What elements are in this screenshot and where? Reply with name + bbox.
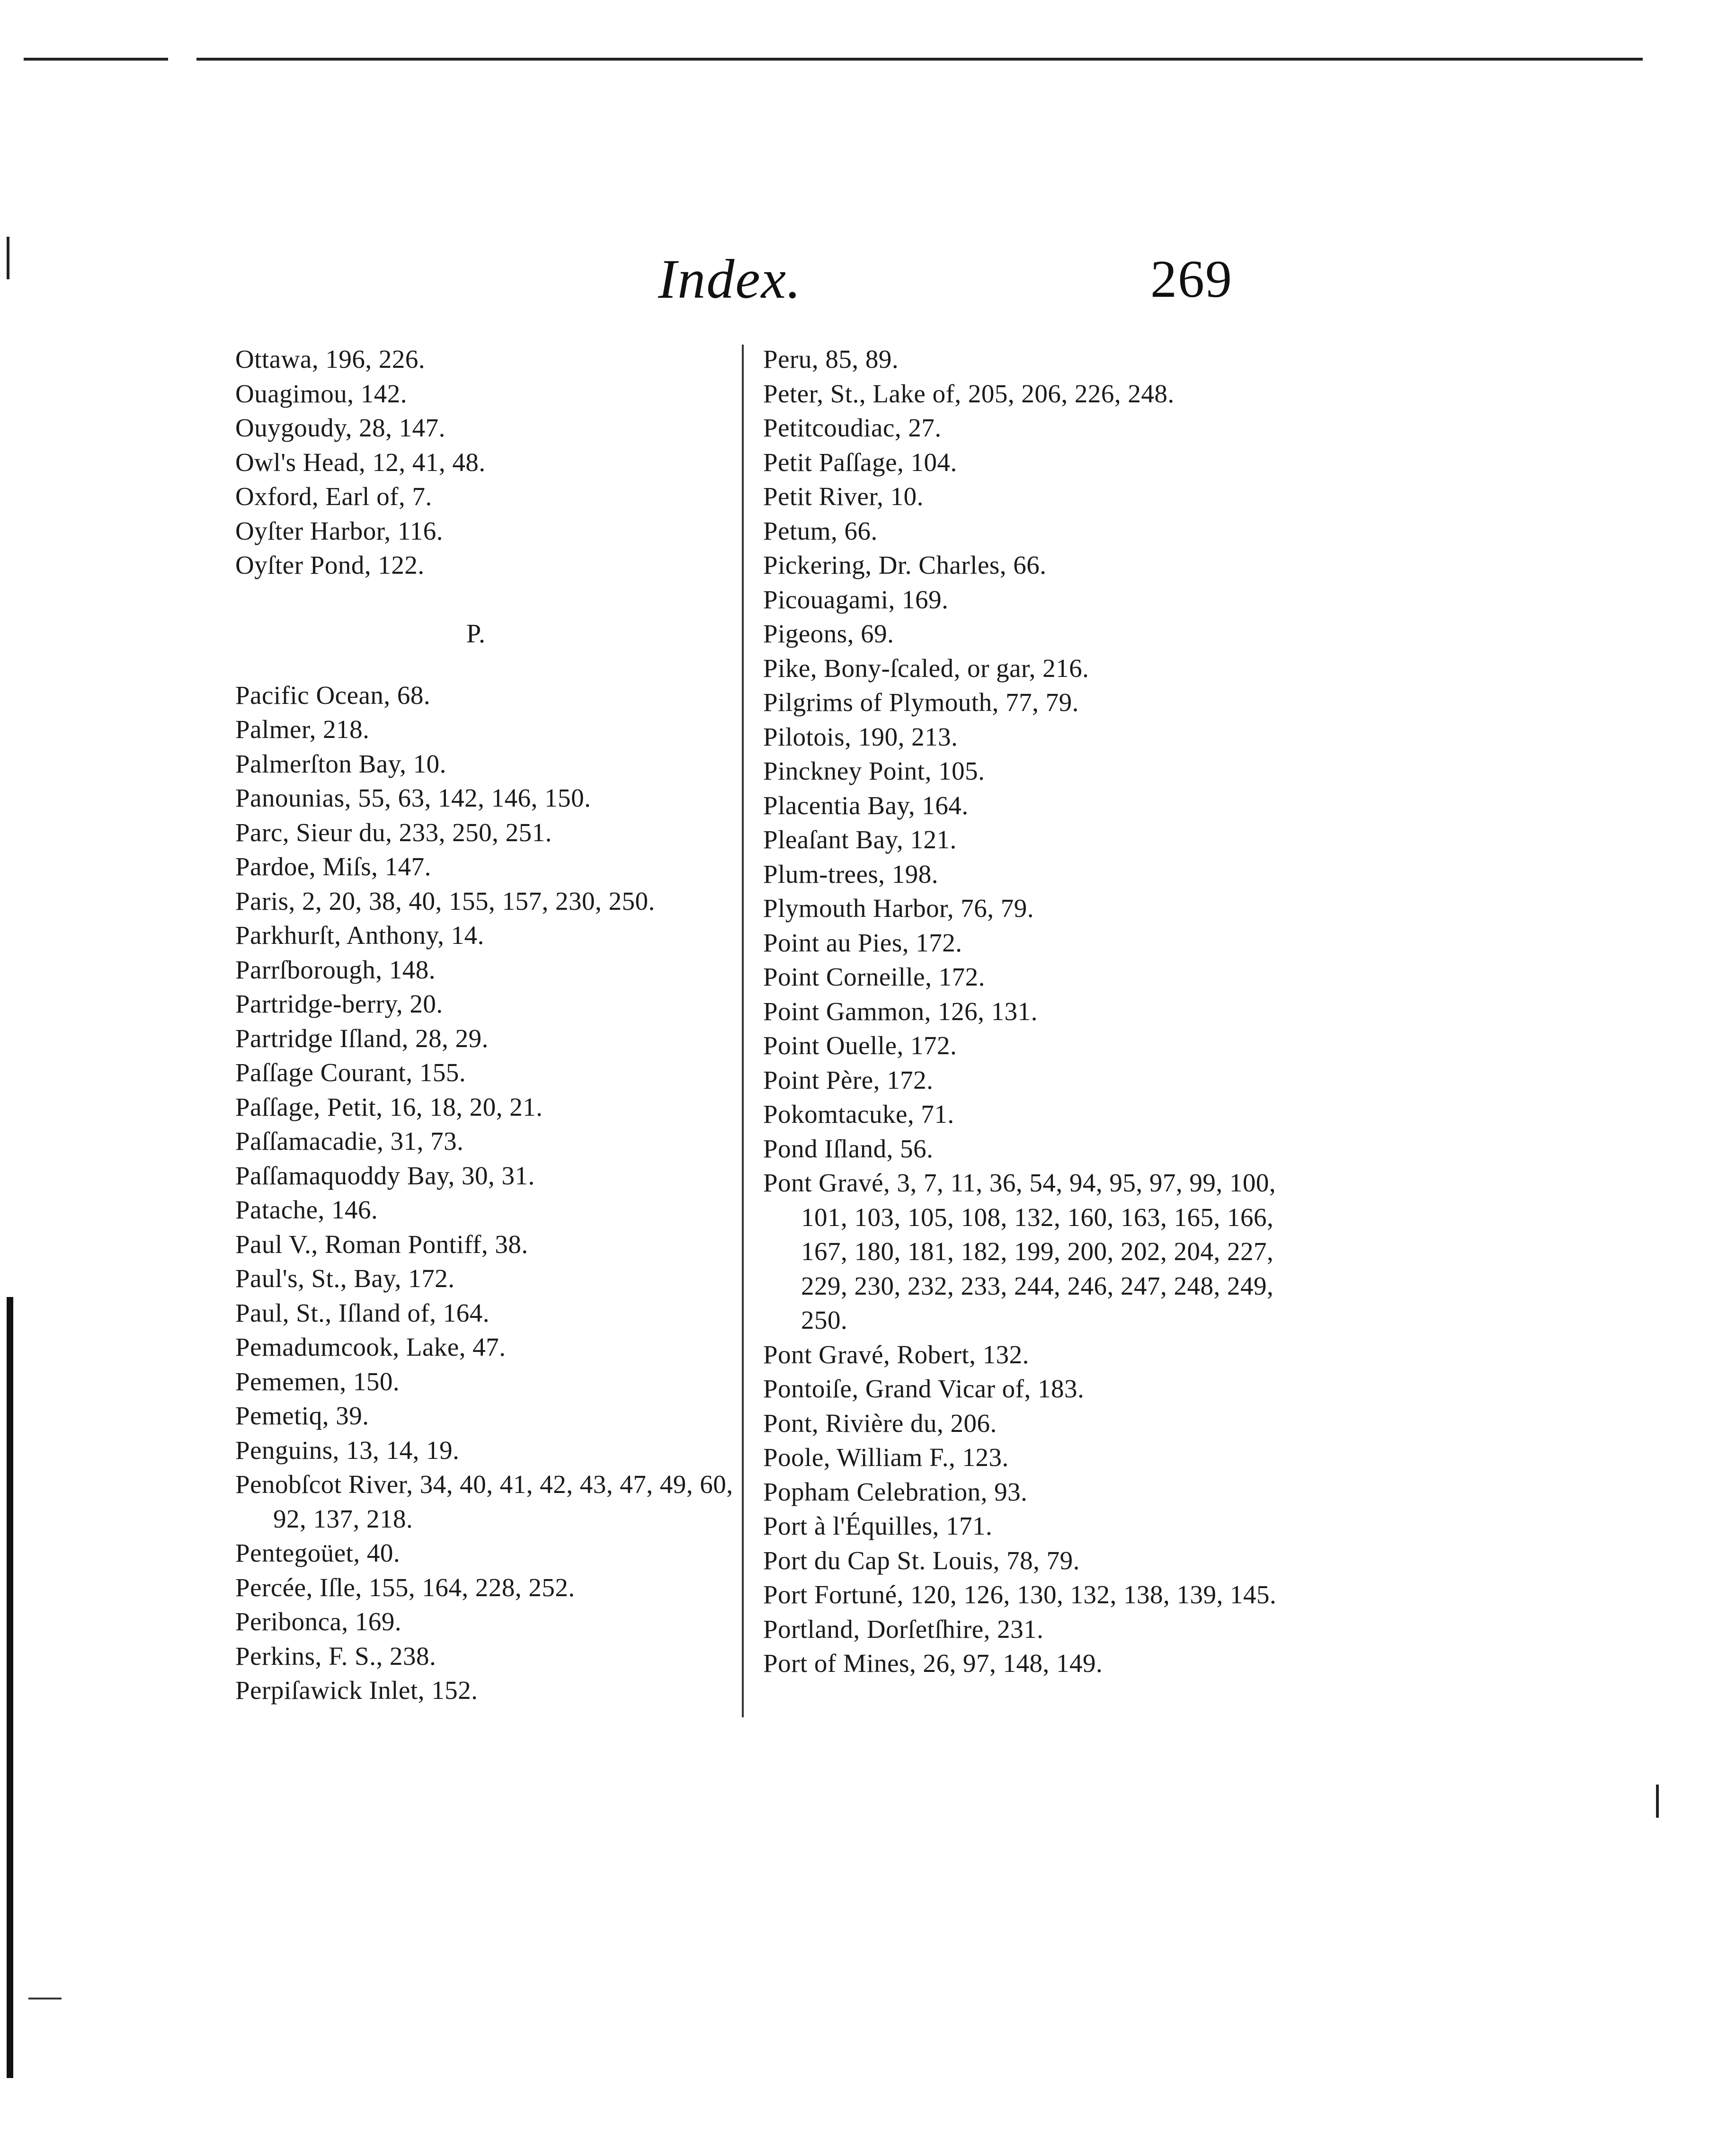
index-entry: Pont Gravé, Robert, 132. bbox=[763, 1340, 1029, 1369]
page-title: Index. bbox=[658, 248, 802, 310]
entry-list-o bbox=[235, 342, 737, 583]
index-entry: Paul's, St., Bay, 172. bbox=[235, 1264, 455, 1293]
index-entry: Pokomtacuke, 71. bbox=[763, 1100, 954, 1128]
index-entry: Pentegoüet, 40. bbox=[235, 1538, 401, 1567]
index-entry: Parkhurſt, Anthony, 14. bbox=[235, 921, 484, 950]
section-spacer bbox=[235, 651, 737, 678]
section-heading-p: P. bbox=[466, 619, 486, 649]
index-entry: Pontoiſe, Grand Vicar of, 183. bbox=[763, 1374, 1085, 1403]
index-entry: Paul, St., Iſland of, 164. bbox=[235, 1298, 490, 1327]
index-entry: Port Fortuné, 120, 126, 130, 132, 138, 139, 145. bbox=[763, 1580, 1277, 1609]
index-entry: Pont Gravé, 3, 7, 11, 36, 54, 94, 95, 97, 99, 100, 101, 103, 105, 108, 132, 160, 163, 165, 166, 167, 180, 181, 182, 199, 200, 202, 204, 227, 229, 230, 232, 233, 244, 246, 247, 248, 249, 250. bbox=[763, 1168, 1276, 1334]
index-entry: Point Corneille, 172. bbox=[763, 962, 985, 991]
index-entry: Paris, 2, 20, 38, 40, 155, 157, 230, 250. bbox=[235, 886, 655, 915]
index-entry: Peter, St., Lake of, 205, 206, 226, 248. bbox=[763, 379, 1175, 408]
index-entry: Point Ouelle, 172. bbox=[763, 1031, 957, 1060]
top-rule-gap bbox=[168, 55, 196, 63]
index-column-right bbox=[763, 342, 1284, 1681]
index-entry: Placentia Bay, 164. bbox=[763, 791, 969, 820]
scan-margin-mark bbox=[28, 1998, 62, 1999]
index-entry: Percée, Iſle, 155, 164, 228, 252. bbox=[235, 1573, 575, 1602]
scan-margin-mark bbox=[7, 237, 9, 279]
index-entry: Palmerſton Bay, 10. bbox=[235, 749, 446, 778]
column-divider bbox=[742, 345, 744, 1717]
index-entry: Poole, William F., 123. bbox=[763, 1443, 1009, 1472]
index-entry: Picouagami, 169. bbox=[763, 585, 949, 614]
page-header bbox=[0, 246, 1736, 322]
index-entry: Oyſter Harbor, 116. bbox=[235, 516, 444, 545]
index-entry: Patache, 146. bbox=[235, 1195, 378, 1224]
index-entry: Oyſter Pond, 122. bbox=[235, 551, 425, 579]
scan-margin-bar bbox=[7, 1297, 13, 2078]
top-rule bbox=[24, 58, 1643, 61]
index-column-left bbox=[235, 342, 737, 1708]
index-entry: Port à l'Équilles, 171. bbox=[763, 1511, 993, 1540]
entry-list-p bbox=[235, 678, 737, 1708]
index-entry: Paul V., Roman Pontiff, 38. bbox=[235, 1229, 528, 1259]
index-entry: Palmer, 218. bbox=[235, 715, 370, 744]
index-entry: Pacific Ocean, 68. bbox=[235, 680, 431, 710]
section-spacer bbox=[235, 583, 737, 617]
index-entry: Pike, Bony-ſcaled, or gar, 216. bbox=[763, 653, 1089, 683]
index-entry: Penobſcot River, 34, 40, 41, 42, 43, 47, 49, 60, 92, 137, 218. bbox=[235, 1470, 733, 1533]
index-entry: Portland, Dorſetſhire, 231. bbox=[763, 1614, 1044, 1644]
index-entry: Plum-trees, 198. bbox=[763, 859, 939, 888]
index-entry: Port du Cap St. Louis, 78, 79. bbox=[763, 1546, 1080, 1575]
index-entry: Pemetiq, 39. bbox=[235, 1401, 369, 1430]
index-entry: Pilgrims of Plymouth, 77, 79. bbox=[763, 688, 1079, 717]
page-number: 269 bbox=[1150, 250, 1233, 309]
index-entry: Peribonca, 169. bbox=[235, 1607, 402, 1636]
index-entry: Penguins, 13, 14, 19. bbox=[235, 1435, 460, 1465]
index-entry: Paſſamacadie, 31, 73. bbox=[235, 1127, 464, 1155]
index-entry: Parrſborough, 148. bbox=[235, 955, 436, 984]
index-entry: Ouygoudy, 28, 147. bbox=[235, 413, 445, 442]
index-entry: Pond Iſland, 56. bbox=[763, 1134, 934, 1163]
index-entry: Partridge-berry, 20. bbox=[235, 989, 443, 1018]
index-entry: Pemadumcook, Lake, 47. bbox=[235, 1333, 506, 1361]
index-entry: Ouagimou, 142. bbox=[235, 379, 407, 408]
index-entry: Perkins, F. S., 238. bbox=[235, 1641, 436, 1670]
index-entry: Petit River, 10. bbox=[763, 482, 924, 511]
index-entry: Partridge Iſland, 28, 29. bbox=[235, 1023, 489, 1053]
index-entry: Petum, 66. bbox=[763, 516, 878, 545]
index-entry: Perpiſawick Inlet, 152. bbox=[235, 1676, 478, 1705]
index-entry: Popham Celebration, 93. bbox=[763, 1477, 1028, 1506]
index-entry: Parc, Sieur du, 233, 250, 251. bbox=[235, 817, 552, 847]
index-entry: Petitcoudiac, 27. bbox=[763, 413, 942, 442]
index-entry: Point Gammon, 126, 131. bbox=[763, 996, 1038, 1026]
scan-margin-mark bbox=[1656, 1785, 1659, 1818]
index-entry: Plymouth Harbor, 76, 79. bbox=[763, 894, 1034, 923]
index-entry: Paſſamaquoddy Bay, 30, 31. bbox=[235, 1161, 535, 1190]
index-entry: Peru, 85, 89. bbox=[763, 345, 899, 373]
index-entry: Pleaſant Bay, 121. bbox=[763, 825, 957, 854]
index-entry: Oxford, Earl of, 7. bbox=[235, 482, 432, 511]
index-entry: Port of Mines, 26, 97, 148, 149. bbox=[763, 1649, 1103, 1678]
index-entry: Point au Pies, 172. bbox=[763, 928, 962, 957]
index-entry: Pont, Rivière du, 206. bbox=[763, 1408, 997, 1438]
index-entry: Pigeons, 69. bbox=[763, 619, 894, 648]
index-entry: Ottawa, 196, 226. bbox=[235, 345, 426, 373]
index-entry: Paſſage, Petit, 16, 18, 20, 21. bbox=[235, 1092, 543, 1121]
index-entry: Petit Paſſage, 104. bbox=[763, 447, 957, 477]
index-entry: Owl's Head, 12, 41, 48. bbox=[235, 447, 486, 477]
index-entry: Paſſage Courant, 155. bbox=[235, 1058, 466, 1087]
index-entry: Point Père, 172. bbox=[763, 1065, 934, 1094]
index-entry: Pickering, Dr. Charles, 66. bbox=[763, 551, 1047, 579]
index-entry: Pardoe, Miſs, 147. bbox=[235, 852, 431, 881]
index-entry: Pememen, 150. bbox=[235, 1367, 400, 1396]
index-entry: Panounias, 55, 63, 142, 146, 150. bbox=[235, 783, 591, 812]
index-entry: Pilotois, 190, 213. bbox=[763, 722, 958, 751]
index-entry: Pinckney Point, 105. bbox=[763, 756, 985, 785]
